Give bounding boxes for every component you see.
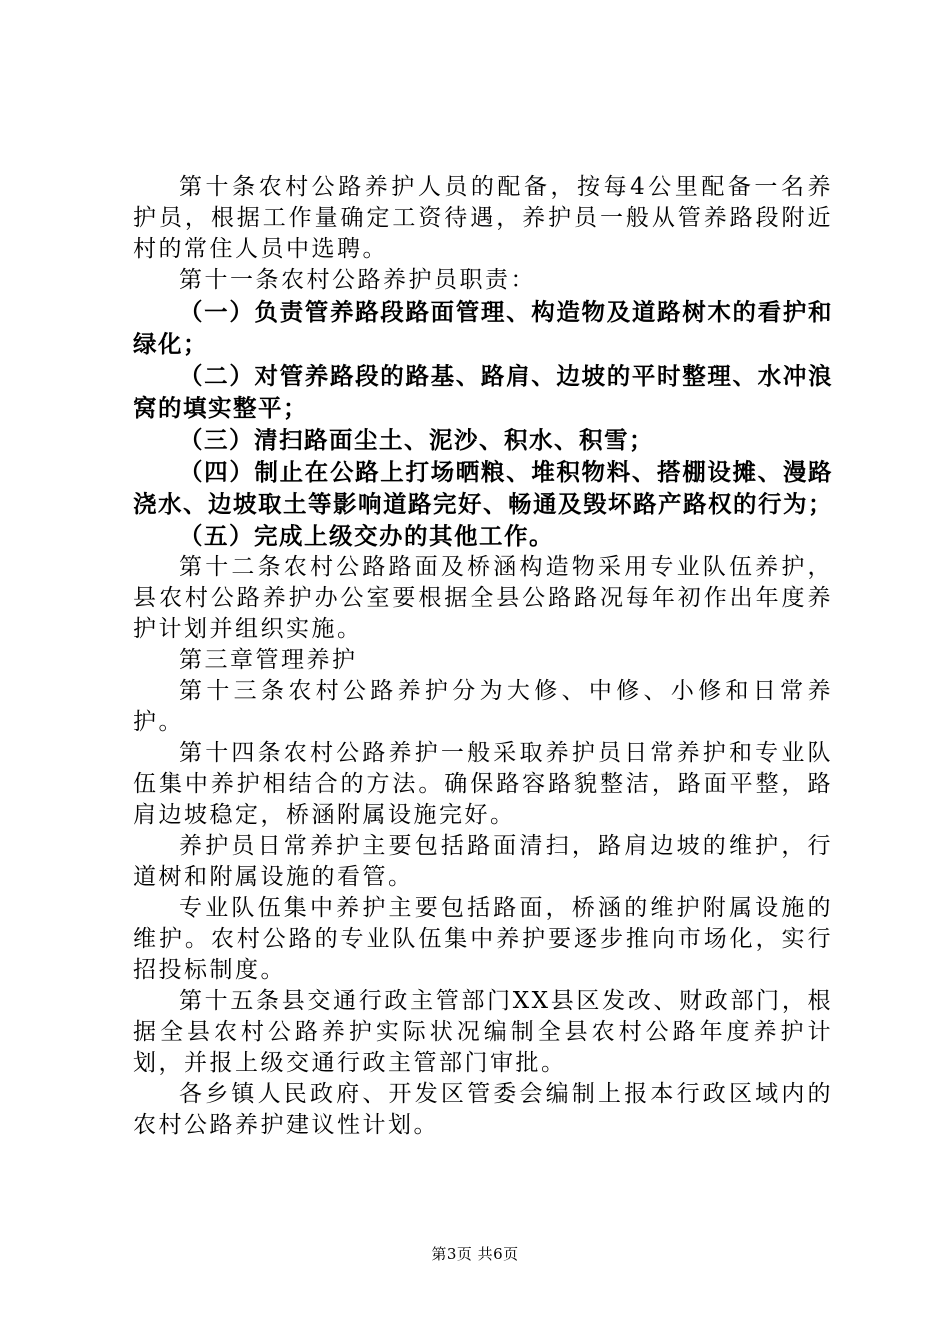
paragraph-article-11: 第十一条农村公路养护员职责： [179, 267, 536, 293]
paragraph-professional-maintenance: 专业队伍集中养护主要包括路面，桥涵的维护附属设施的维护。农村公路的专业队伍集中养护要逐步推向市场化，实行招投标制度。 [133, 895, 833, 983]
paragraph-article-15: 第十五条县交通行政主管部门XX县区发改、财政部门，根据全县农村公路养护实际状况编制全县农村公路年度养护计划，并报上级交通行政主管部门审批。 [133, 988, 833, 1076]
duty-item-2: （二）对管养路段的路基、路肩、边坡的平时整理、水冲浪窝的填实整平； [133, 362, 833, 422]
page-number-footer: 第3页 共6页 [431, 1245, 519, 1263]
duty-item-4: （四）制止在公路上打场晒粮、堆积物料、搭棚设摊、漫路浇水、边坡取土等影响道路完好、畅通及毁坏路产路权的行为； [133, 458, 833, 518]
paragraph-article-13: 第十三条农村公路养护分为大修、中修、小修和日常养护。 [133, 678, 833, 735]
document-body [133, 172, 833, 1141]
paragraph-article-14: 第十四条农村公路养护一般采取养护员日常养护和专业队伍集中养护相结合的方法。确保路容路貌整洁，路面平整，路肩边坡稳定，桥涵附属设施完好。 [133, 740, 833, 828]
duty-item-3: （三）清扫路面尘土、泥沙、积水、积雪； [179, 426, 654, 454]
duty-item-5: （五）完成上级交办的其他工作。 [179, 522, 554, 550]
duty-item-1: （一）负责管养路段路面管理、构造物及道路树木的看护和绿化； [133, 298, 833, 358]
paragraph-article-10: 第十条农村公路养护人员的配备，按每4公里配备一名养护员，根据工作量确定工资待遇，养护员一般从管养路段附近村的常住人员中选聘。 [133, 174, 833, 262]
paragraph-daily-maintenance: 养护员日常养护主要包括路面清扫，路肩边坡的维护，行道树和附属设施的看管。 [133, 833, 833, 890]
paragraph-article-12: 第十二条农村公路路面及桥涵构造物采用专业队伍养护，县农村公路养护办公室要根据全县公路路况每年初作出年度养护计划并组织实施。 [133, 554, 833, 642]
paragraph-township-plan: 各乡镇人民政府、开发区管委会编制上报本行政区域内的农村公路养护建议性计划。 [133, 1081, 833, 1138]
chapter-heading: 第三章管理养护 [179, 647, 358, 673]
